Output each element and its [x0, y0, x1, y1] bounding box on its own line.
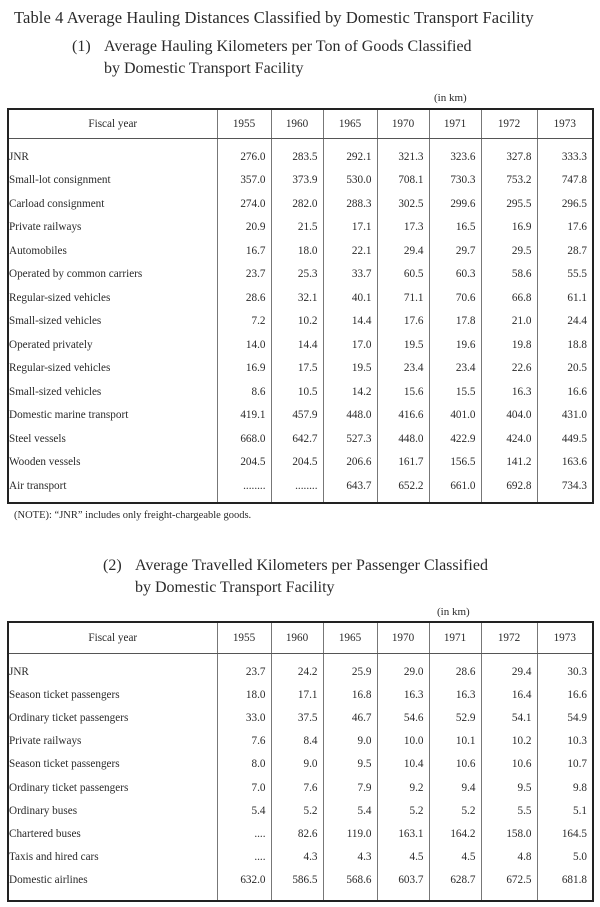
cell-value-1960: 5.2	[271, 799, 323, 822]
cell-value-1965: 40.1	[323, 286, 377, 310]
cell-value-1973: 164.5	[537, 822, 593, 845]
cell-value-1955: ........	[217, 474, 271, 503]
cell-value-1973: 163.6	[537, 451, 593, 475]
header-year-1960: 1960	[271, 622, 323, 654]
section1-number: (1)	[72, 38, 91, 55]
cell-value-1973: 61.1	[537, 286, 593, 310]
cell-value-1965: 530.0	[323, 169, 377, 193]
cell-value-1970: 54.6	[377, 706, 429, 729]
section1-unit: (in km)	[434, 92, 467, 104]
cell-value-1955: 14.0	[217, 333, 271, 357]
cell-value-1960: 7.6	[271, 776, 323, 799]
cell-value-1955: 668.0	[217, 427, 271, 451]
cell-value-1972: 10.6	[481, 753, 537, 776]
cell-value-1955: 5.4	[217, 799, 271, 822]
row-label: JNR	[9, 665, 29, 678]
cell-value-1970: 71.1	[377, 286, 429, 310]
cell-value-1973: 10.3	[537, 730, 593, 753]
cell-value-1965: 7.9	[323, 776, 377, 799]
cell-value-1971: 17.8	[429, 310, 481, 334]
cell-value-1955: 7.6	[217, 730, 271, 753]
table-row	[8, 427, 593, 451]
header-year-1970: 1970	[377, 109, 429, 139]
cell-value-1973: 16.6	[537, 380, 593, 404]
row-label: Small-sized vehicles	[9, 315, 102, 328]
section1-note: (NOTE): “JNR” includes only freight-chargeable goods.	[14, 510, 252, 521]
row-label: Small-sized vehicles	[9, 385, 102, 398]
cell-value-1972: 16.4	[481, 683, 537, 706]
cell-value-1960: 17.1	[271, 683, 323, 706]
passenger-travel-table	[7, 621, 594, 902]
cell-value-1971: 730.3	[429, 169, 481, 193]
section2-unit: (in km)	[437, 606, 470, 618]
row-label: Steel vessels	[9, 432, 66, 445]
section2-title-line1: Average Travelled Kilometers per Passenger Classified	[135, 557, 488, 574]
cell-value-1960: 24.2	[271, 654, 323, 684]
cell-value-1973: 18.8	[537, 333, 593, 357]
cell-value-1965: 46.7	[323, 706, 377, 729]
cell-value-1965: 16.8	[323, 683, 377, 706]
cell-value-1955: 357.0	[217, 169, 271, 193]
section1-title	[72, 36, 472, 80]
cell-value-1972: 54.1	[481, 706, 537, 729]
cell-value-1970: 17.6	[377, 310, 429, 334]
cell-value-1960: 283.5	[271, 139, 323, 169]
cell-value-1971: 5.2	[429, 799, 481, 822]
cell-value-1972: 327.8	[481, 139, 537, 169]
cell-value-1971: 60.3	[429, 263, 481, 287]
cell-value-1970: 23.4	[377, 357, 429, 381]
cell-value-1955: 8.6	[217, 380, 271, 404]
table-row	[8, 706, 593, 729]
cell-value-1970: 163.1	[377, 822, 429, 845]
cell-value-1972: 4.8	[481, 846, 537, 869]
cell-value-1971: 10.1	[429, 730, 481, 753]
cell-value-1972: 21.0	[481, 310, 537, 334]
cell-value-1973: 747.8	[537, 169, 593, 193]
table-row	[8, 846, 593, 869]
cell-value-1960: 282.0	[271, 192, 323, 216]
header-year-1973: 1973	[537, 622, 593, 654]
cell-value-1955: 28.6	[217, 286, 271, 310]
table-row	[8, 357, 593, 381]
cell-value-1955: 204.5	[217, 451, 271, 475]
cell-value-1960: 9.0	[271, 753, 323, 776]
table-row	[8, 683, 593, 706]
cell-value-1955: 419.1	[217, 404, 271, 428]
cell-value-1955: 23.7	[217, 263, 271, 287]
cell-value-1960: 10.5	[271, 380, 323, 404]
row-label: Chartered buses	[9, 827, 81, 840]
row-label: Domestic marine transport	[9, 409, 129, 422]
table-row	[8, 822, 593, 845]
row-label: Private railways	[9, 735, 82, 748]
cell-value-1973: 55.5	[537, 263, 593, 287]
cell-value-1970: 5.2	[377, 799, 429, 822]
cell-value-1971: 164.2	[429, 822, 481, 845]
row-label: Ordinary buses	[9, 804, 78, 817]
table-row	[8, 451, 593, 475]
cell-value-1971: 401.0	[429, 404, 481, 428]
cell-value-1971: 15.5	[429, 380, 481, 404]
cell-value-1965: 448.0	[323, 404, 377, 428]
cell-value-1971: 70.6	[429, 286, 481, 310]
cell-value-1955: 16.7	[217, 239, 271, 263]
row-label: Operated by common carriers	[9, 268, 143, 281]
cell-value-1973: 10.7	[537, 753, 593, 776]
cell-value-1972: 141.2	[481, 451, 537, 475]
cell-value-1970: 708.1	[377, 169, 429, 193]
cell-value-1970: 161.7	[377, 451, 429, 475]
cell-value-1971: 29.7	[429, 239, 481, 263]
header-year-1973: 1973	[537, 109, 593, 139]
cell-value-1960: 8.4	[271, 730, 323, 753]
row-label: Operated privately	[9, 338, 93, 351]
section1-title-line2: by Domestic Transport Facility	[104, 60, 304, 77]
row-label: Carload consignment	[9, 197, 105, 210]
table-row	[8, 263, 593, 287]
cell-value-1973: 28.7	[537, 239, 593, 263]
cell-value-1972: 66.8	[481, 286, 537, 310]
section1-title-line1: Average Hauling Kilometers per Ton of Goods Classified	[104, 38, 472, 55]
cell-value-1973: 296.5	[537, 192, 593, 216]
cell-value-1960: ........	[271, 474, 323, 503]
cell-value-1970: 16.3	[377, 683, 429, 706]
cell-value-1973: 20.5	[537, 357, 593, 381]
cell-value-1972: 295.5	[481, 192, 537, 216]
section2-title	[103, 555, 488, 599]
cell-value-1965: 4.3	[323, 846, 377, 869]
cell-value-1960: 18.0	[271, 239, 323, 263]
row-label: Domestic airlines	[9, 874, 88, 887]
cell-value-1970: 652.2	[377, 474, 429, 503]
cell-value-1965: 288.3	[323, 192, 377, 216]
table-row	[8, 654, 593, 684]
cell-value-1973: 449.5	[537, 427, 593, 451]
cell-value-1965: 119.0	[323, 822, 377, 845]
table-body	[8, 654, 593, 901]
cell-value-1965: 17.1	[323, 216, 377, 240]
row-label: Ordinary ticket passengers	[9, 781, 129, 794]
table-row	[8, 380, 593, 404]
cell-value-1972: 158.0	[481, 822, 537, 845]
cell-value-1973: 30.3	[537, 654, 593, 684]
section2-title-line2: by Domestic Transport Facility	[135, 579, 335, 596]
cell-value-1960: 25.3	[271, 263, 323, 287]
table-row	[8, 169, 593, 193]
cell-value-1965: 9.0	[323, 730, 377, 753]
cell-value-1973: 5.1	[537, 799, 593, 822]
cell-value-1955: ....	[217, 822, 271, 845]
cell-value-1972: 29.5	[481, 239, 537, 263]
table-row	[8, 753, 593, 776]
row-label: JNR	[9, 150, 29, 163]
cell-value-1970: 448.0	[377, 427, 429, 451]
cell-value-1970: 603.7	[377, 869, 429, 901]
cell-value-1955: 23.7	[217, 654, 271, 684]
cell-value-1973: 333.3	[537, 139, 593, 169]
table-row	[8, 286, 593, 310]
table-row	[8, 216, 593, 240]
cell-value-1955: 276.0	[217, 139, 271, 169]
cell-value-1970: 10.4	[377, 753, 429, 776]
cell-value-1955: 274.0	[217, 192, 271, 216]
header-year-1971: 1971	[429, 622, 481, 654]
cell-value-1973: 16.6	[537, 683, 593, 706]
cell-value-1960: 457.9	[271, 404, 323, 428]
cell-value-1971: 9.4	[429, 776, 481, 799]
cell-value-1972: 9.5	[481, 776, 537, 799]
header-fiscal-year: Fiscal year	[8, 622, 217, 654]
header-fiscal-year: Fiscal year	[8, 109, 217, 139]
cell-value-1970: 10.0	[377, 730, 429, 753]
cell-value-1973: 5.0	[537, 846, 593, 869]
cell-value-1965: 292.1	[323, 139, 377, 169]
table-row	[8, 139, 593, 169]
table-title: Table 4 Average Hauling Distances Classified by Domestic Transport Facility	[14, 8, 534, 27]
cell-value-1971: 10.6	[429, 753, 481, 776]
cell-value-1971: 19.6	[429, 333, 481, 357]
row-label: Season ticket passengers	[9, 758, 120, 771]
cell-value-1971: 28.6	[429, 654, 481, 684]
table-row	[8, 333, 593, 357]
cell-value-1973: 681.8	[537, 869, 593, 901]
row-label: Season ticket passengers	[9, 688, 120, 701]
row-label: Taxis and hired cars	[9, 851, 99, 864]
cell-value-1955: 7.2	[217, 310, 271, 334]
cell-value-1971: 4.5	[429, 846, 481, 869]
table-row	[8, 310, 593, 334]
cell-value-1972: 16.9	[481, 216, 537, 240]
cell-value-1972: 672.5	[481, 869, 537, 901]
cell-value-1973: 54.9	[537, 706, 593, 729]
cell-value-1960: 204.5	[271, 451, 323, 475]
cell-value-1972: 753.2	[481, 169, 537, 193]
cell-value-1960: 4.3	[271, 846, 323, 869]
row-label: Automobiles	[9, 244, 67, 257]
header-row	[8, 622, 593, 654]
table-row	[8, 730, 593, 753]
cell-value-1970: 416.6	[377, 404, 429, 428]
cell-value-1955: 33.0	[217, 706, 271, 729]
goods-hauling-table	[7, 108, 594, 504]
header-year-1972: 1972	[481, 109, 537, 139]
cell-value-1971: 299.6	[429, 192, 481, 216]
section2-number: (2)	[103, 557, 122, 574]
row-label: Ordinary ticket passengers	[9, 711, 129, 724]
cell-value-1960: 32.1	[271, 286, 323, 310]
cell-value-1955: 16.9	[217, 357, 271, 381]
row-label: Regular-sized vehicles	[9, 291, 111, 304]
row-label: Private railways	[9, 221, 82, 234]
cell-value-1965: 527.3	[323, 427, 377, 451]
cell-value-1971: 661.0	[429, 474, 481, 503]
cell-value-1972: 5.5	[481, 799, 537, 822]
cell-value-1965: 9.5	[323, 753, 377, 776]
cell-value-1965: 643.7	[323, 474, 377, 503]
header-year-1955: 1955	[217, 622, 271, 654]
cell-value-1960: 37.5	[271, 706, 323, 729]
header-year-1971: 1971	[429, 109, 481, 139]
cell-value-1971: 16.5	[429, 216, 481, 240]
cell-value-1972: 58.6	[481, 263, 537, 287]
header-year-1955: 1955	[217, 109, 271, 139]
table-row	[8, 776, 593, 799]
cell-value-1970: 17.3	[377, 216, 429, 240]
table-row	[8, 404, 593, 428]
table-row	[8, 474, 593, 503]
row-label: Air transport	[9, 479, 67, 492]
cell-value-1971: 156.5	[429, 451, 481, 475]
cell-value-1955: 20.9	[217, 216, 271, 240]
cell-value-1973: 734.3	[537, 474, 593, 503]
cell-value-1955: ....	[217, 846, 271, 869]
cell-value-1972: 10.2	[481, 730, 537, 753]
table-row	[8, 799, 593, 822]
header-year-1965: 1965	[323, 109, 377, 139]
cell-value-1955: 18.0	[217, 683, 271, 706]
cell-value-1973: 24.4	[537, 310, 593, 334]
cell-value-1960: 586.5	[271, 869, 323, 901]
cell-value-1970: 9.2	[377, 776, 429, 799]
cell-value-1971: 23.4	[429, 357, 481, 381]
cell-value-1955: 7.0	[217, 776, 271, 799]
cell-value-1973: 9.8	[537, 776, 593, 799]
cell-value-1973: 431.0	[537, 404, 593, 428]
cell-value-1972: 16.3	[481, 380, 537, 404]
cell-value-1965: 33.7	[323, 263, 377, 287]
cell-value-1970: 15.6	[377, 380, 429, 404]
cell-value-1965: 14.2	[323, 380, 377, 404]
cell-value-1965: 19.5	[323, 357, 377, 381]
cell-value-1972: 404.0	[481, 404, 537, 428]
cell-value-1972: 22.6	[481, 357, 537, 381]
header-year-1970: 1970	[377, 622, 429, 654]
cell-value-1970: 302.5	[377, 192, 429, 216]
cell-value-1965: 25.9	[323, 654, 377, 684]
header-row	[8, 109, 593, 139]
cell-value-1965: 22.1	[323, 239, 377, 263]
cell-value-1960: 21.5	[271, 216, 323, 240]
header-year-1972: 1972	[481, 622, 537, 654]
cell-value-1965: 206.6	[323, 451, 377, 475]
cell-value-1955: 8.0	[217, 753, 271, 776]
cell-value-1971: 628.7	[429, 869, 481, 901]
cell-value-1971: 16.3	[429, 683, 481, 706]
cell-value-1970: 60.5	[377, 263, 429, 287]
cell-value-1960: 642.7	[271, 427, 323, 451]
cell-value-1971: 422.9	[429, 427, 481, 451]
cell-value-1965: 5.4	[323, 799, 377, 822]
row-label: Regular-sized vehicles	[9, 362, 111, 375]
cell-value-1965: 14.4	[323, 310, 377, 334]
cell-value-1960: 17.5	[271, 357, 323, 381]
cell-value-1972: 19.8	[481, 333, 537, 357]
cell-value-1960: 373.9	[271, 169, 323, 193]
cell-value-1965: 17.0	[323, 333, 377, 357]
cell-value-1970: 29.4	[377, 239, 429, 263]
cell-value-1965: 568.6	[323, 869, 377, 901]
cell-value-1960: 82.6	[271, 822, 323, 845]
cell-value-1972: 29.4	[481, 654, 537, 684]
table-row	[8, 192, 593, 216]
cell-value-1970: 29.0	[377, 654, 429, 684]
table-row	[8, 869, 593, 901]
cell-value-1973: 17.6	[537, 216, 593, 240]
cell-value-1972: 424.0	[481, 427, 537, 451]
cell-value-1971: 323.6	[429, 139, 481, 169]
cell-value-1970: 321.3	[377, 139, 429, 169]
header-year-1965: 1965	[323, 622, 377, 654]
cell-value-1960: 14.4	[271, 333, 323, 357]
table-body	[8, 139, 593, 503]
row-label: Wooden vessels	[9, 456, 81, 469]
cell-value-1970: 4.5	[377, 846, 429, 869]
table-row	[8, 239, 593, 263]
cell-value-1960: 10.2	[271, 310, 323, 334]
cell-value-1971: 52.9	[429, 706, 481, 729]
cell-value-1972: 692.8	[481, 474, 537, 503]
header-year-1960: 1960	[271, 109, 323, 139]
row-label: Small-lot consignment	[9, 174, 111, 187]
cell-value-1955: 632.0	[217, 869, 271, 901]
cell-value-1970: 19.5	[377, 333, 429, 357]
